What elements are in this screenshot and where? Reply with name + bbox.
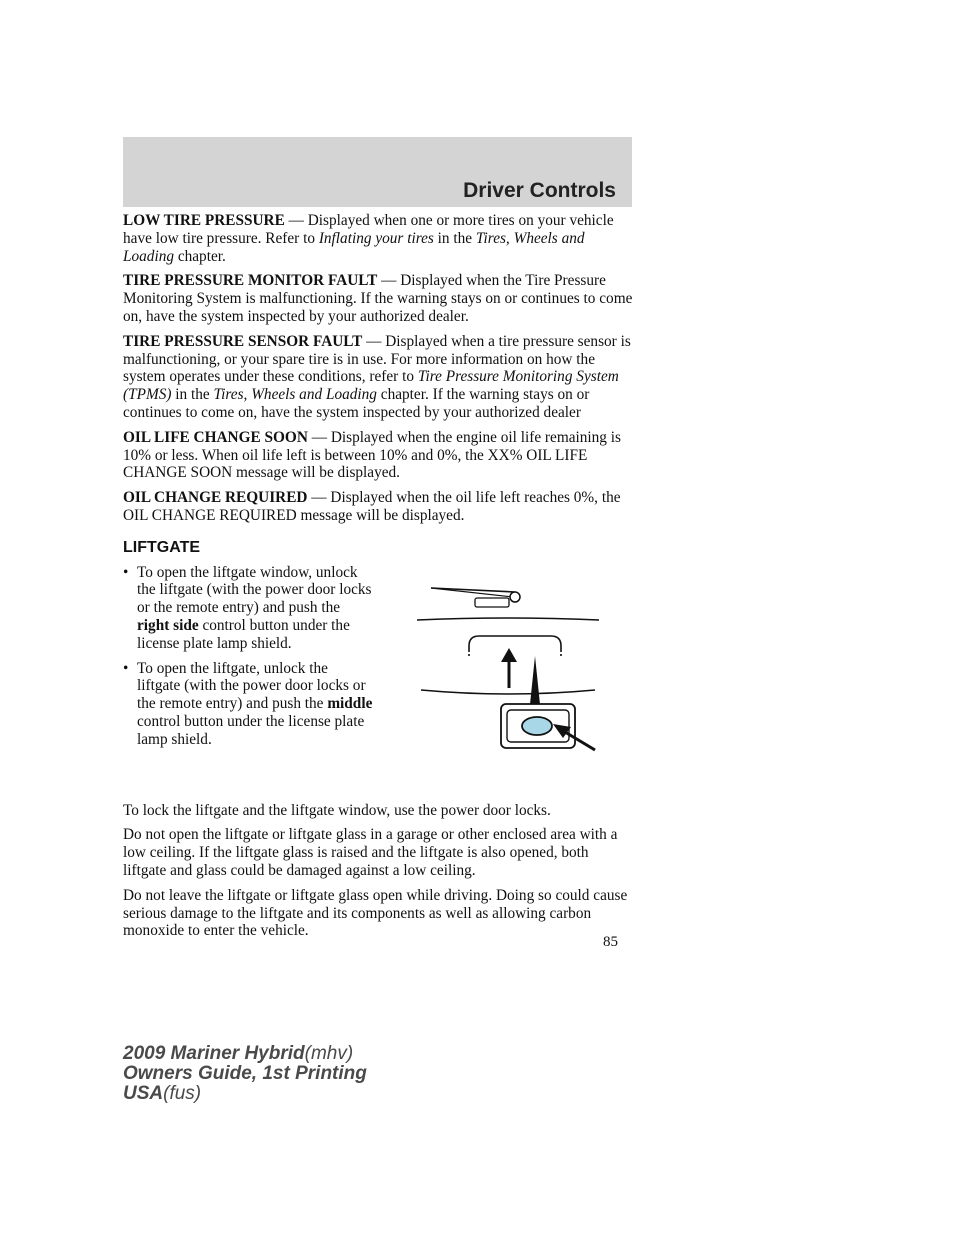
footer-model-line bbox=[123, 1044, 367, 1064]
bullet-text: control button under the license plate lamp shield. bbox=[137, 616, 350, 652]
message-oil-change-required bbox=[123, 489, 633, 525]
wiper-arm-icon bbox=[431, 588, 520, 607]
message-term: LOW TIRE PRESSURE bbox=[123, 212, 285, 229]
list-item bbox=[123, 564, 373, 653]
section-heading-liftgate: LIFTGATE bbox=[123, 538, 201, 556]
message-tpms-fault bbox=[123, 272, 633, 325]
message-text: chapter. If the warning stays on or continues to come on, have the system inspected by your authorized dealer bbox=[123, 386, 590, 421]
liftgate-glass-edge bbox=[417, 618, 599, 620]
page-number: 85 bbox=[603, 934, 618, 950]
message-low-tire-pressure bbox=[123, 212, 633, 265]
cross-reference: Inflating your tires bbox=[318, 229, 434, 247]
bullet-text: To open the liftgate window, unlock the liftgate (with the power door locks or the remote entry) and push the bbox=[137, 563, 372, 617]
message-sensor-fault bbox=[123, 333, 633, 422]
paragraph-lock: To lock the liftgate and the liftgate window, use the power door locks. bbox=[123, 801, 551, 819]
chapter-reference: Tires, Wheels and Loading bbox=[213, 386, 377, 404]
paragraph-low-ceiling: Do not open the liftgate or liftgate glass in a garage or other enclosed area with a low ceiling. If the liftgate glass is raised and the liftgate is also opened, both liftgate and glass could be damaged against a low ceiling. bbox=[123, 826, 618, 879]
footer-model: 2009 Mariner Hybrid bbox=[123, 1043, 305, 1064]
bullet-icon: • bbox=[123, 659, 129, 677]
chapter-header bbox=[123, 137, 632, 207]
liftgate-button-illustration bbox=[417, 564, 617, 754]
message-text: in the bbox=[433, 229, 476, 247]
page-body bbox=[123, 212, 633, 947]
footer-market-code: (fus) bbox=[163, 1083, 202, 1104]
message-text: — Displayed when one or more tires on your vehicle have low tire pressure. Refer to bbox=[123, 212, 614, 247]
message-term: OIL LIFE CHANGE SOON bbox=[123, 428, 308, 446]
bullet-icon: • bbox=[123, 563, 129, 581]
paragraph-driving-warning: Do not leave the liftgate or liftgate glass open while driving. Doing so could cause serious damage to the liftgate and its components as well as allowing carbon monoxide to enter the vehicle. bbox=[123, 886, 628, 940]
chapter-title: Driver Controls bbox=[463, 179, 616, 202]
message-term: TIRE PRESSURE SENSOR FAULT bbox=[123, 332, 363, 350]
message-text: — Displayed when the Tire Pressure Monitoring System is malfunctioning. If the warning stays on or continues to come on, have the system inspected by your authorized dealer. bbox=[123, 272, 633, 325]
message-text: — Displayed when the engine oil life remaining is 10% or less. When oil life left is between 10% and 0%, the XX% OIL LIFE CHANGE SOON message will be displayed. bbox=[123, 428, 621, 482]
bumper-edge bbox=[421, 690, 595, 694]
bullet-emphasis: middle bbox=[327, 695, 373, 713]
footer-market: USA bbox=[123, 1083, 164, 1104]
message-text: in the bbox=[171, 386, 214, 404]
footer bbox=[123, 1044, 367, 1104]
footer-model-code: (mhv) bbox=[304, 1043, 354, 1064]
license-plate-lamp-shield bbox=[465, 636, 565, 656]
bullet-text: To open the liftgate, unlock the liftgate (with the power door locks or the remote entry) and push the bbox=[137, 659, 366, 713]
liftgate-bullet-list bbox=[123, 564, 373, 749]
message-text: chapter. bbox=[174, 247, 226, 265]
message-text: — Displayed when a tire pressure sensor is malfunctioning, or your spare tire is in use. For more information on how the system operates under these conditions, refer to bbox=[123, 332, 631, 386]
cross-reference: Tire Pressure Monitoring System (TPMS) bbox=[123, 368, 619, 404]
list-item bbox=[123, 660, 373, 749]
message-text: — Displayed when the oil life left reaches 0%, the OIL CHANGE REQUIRED message will be displayed. bbox=[123, 489, 621, 524]
footer-printing: Owners Guide, 1st Printing bbox=[123, 1063, 367, 1084]
chapter-reference: Tires, Wheels and Loading bbox=[123, 229, 585, 265]
footer-market-line bbox=[123, 1084, 367, 1104]
message-oil-life-change-soon bbox=[123, 429, 633, 482]
liftgate-section bbox=[123, 564, 633, 798]
bullet-emphasis: right side bbox=[137, 616, 199, 634]
bullet-text: control button under the license plate lamp shield. bbox=[137, 712, 365, 748]
message-term: OIL CHANGE REQUIRED bbox=[123, 489, 308, 507]
message-term: TIRE PRESSURE MONITOR FAULT bbox=[123, 272, 378, 290]
